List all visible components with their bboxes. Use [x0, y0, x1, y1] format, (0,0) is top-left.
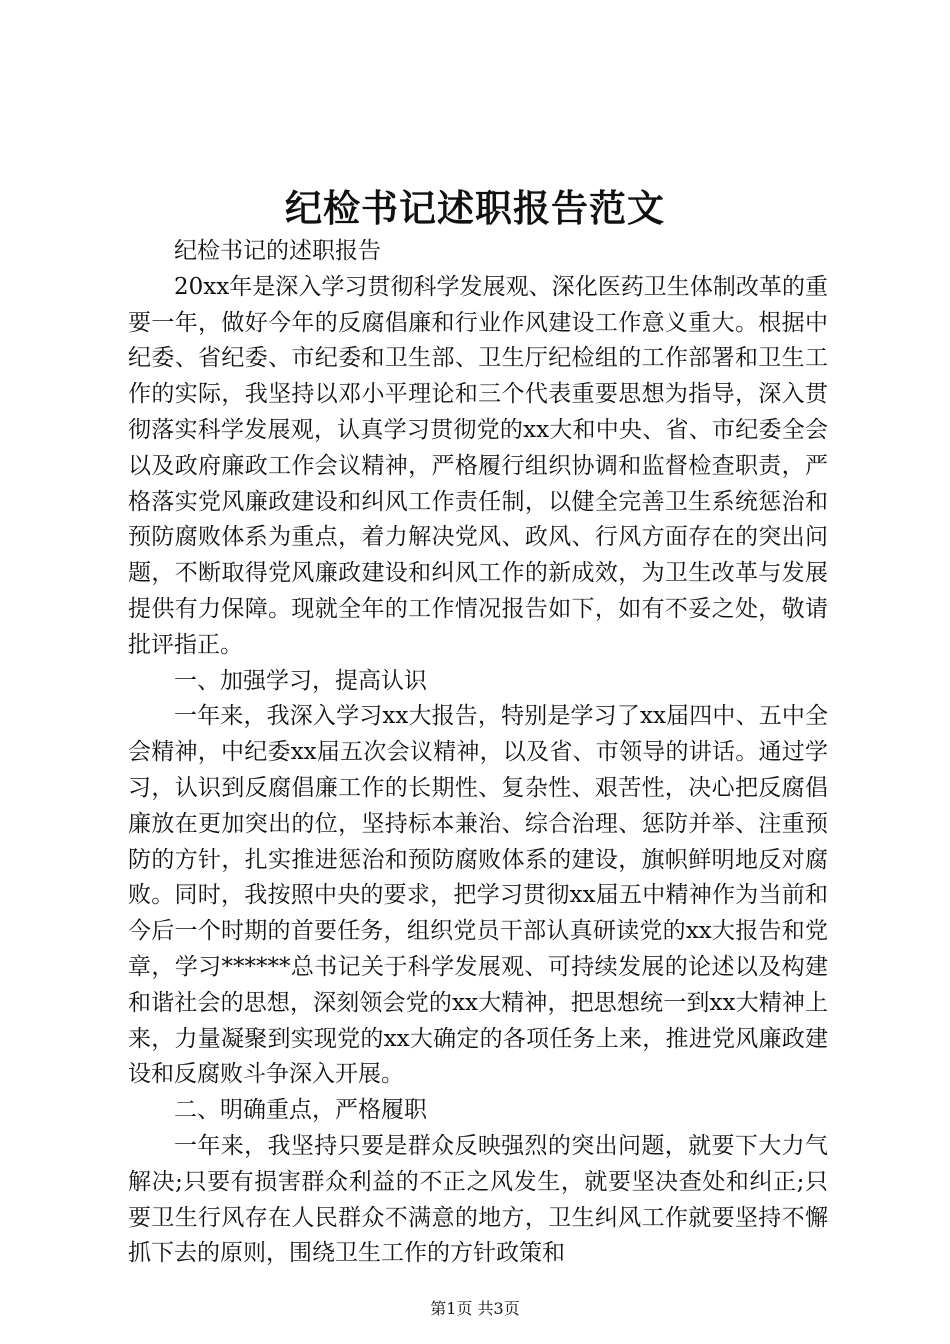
paragraph-section-2: 一年来，我坚持只要是群众反映强烈的突出问题，就要下大力气解决;只要有损害群众利益的不正之风发生，就要坚决查处和纠正;只要卫生行风存在人民群众不满意的地方，卫生纠风工作就要坚持不懈抓下去的原则，围绕卫生工作的方针政策和	[128, 1132, 828, 1267]
document-title: 纪检书记述职报告范文	[285, 186, 665, 230]
page-footer: 第1页 共3页	[430, 1299, 520, 1318]
section-heading-2: 二、明确重点，严格履职	[174, 1097, 427, 1124]
paragraph-section-1: 一年来，我深入学习xx大报告，特别是学习了xx届四中、五中全会精神，中纪委xx届五次会议精神，以及省、市领导的讲话。通过学习，认识到反腐倡廉工作的长期性、复杂性、艰苦性，决心把反腐倡廉放在更加突出的位，坚持标本兼治、综合治理、惩防并举、注重预防的方针，扎实推进惩治和预防腐败体系的建设，旗帜鲜明地反对腐败。同时，我按照中央的要求，把学习贯彻xx届五中精神作为当前和今后一个时期的首要任务，组织党员干部认真研读党的xx大报告和党章，学习******总书记关于科学发展观、可持续发展的论述以及构建和谐社会的思想，深刻领会党的xx大精神，把思想统一到xx大精神上来，力量凝聚到实现党的xx大确定的各项任务上来，推进党风廉政建设和反腐败斗争深入开展。	[128, 703, 828, 1088]
document-body	[128, 234, 828, 1272]
section-heading-1: 一、加强学习，提高认识	[174, 667, 427, 694]
paragraph-subtitle: 纪检书记的述职报告	[174, 238, 381, 264]
paragraph-intro: 20xx年是深入学习贯彻科学发展观、深化医药卫生体制改革的重要一年，做好今年的反腐倡廉和行业作风建设工作意义重大。根据中纪委、省纪委、市纪委和卫生部、卫生厅纪检组的工作部署和卫生工作的实际，我坚持以邓小平理论和三个代表重要思想为指导，深入贯彻落实科学发展观，认真学习贯彻党的xx大和中央、省、市纪委全会以及政府廉政工作会议精神，严格履行组织协调和监督检查职责，严格落实党风廉政建设和纠风工作责任制，以健全完善卫生系统惩治和预防腐败体系为重点，着力解决党风、政风、行风方面存在的突出问题，不断取得党风廉政建设和纠风工作的新成效，为卫生改革与发展提供有力保障。现就全年的工作情况报告如下，如有不妥之处，敬请批评指正。	[128, 273, 828, 658]
